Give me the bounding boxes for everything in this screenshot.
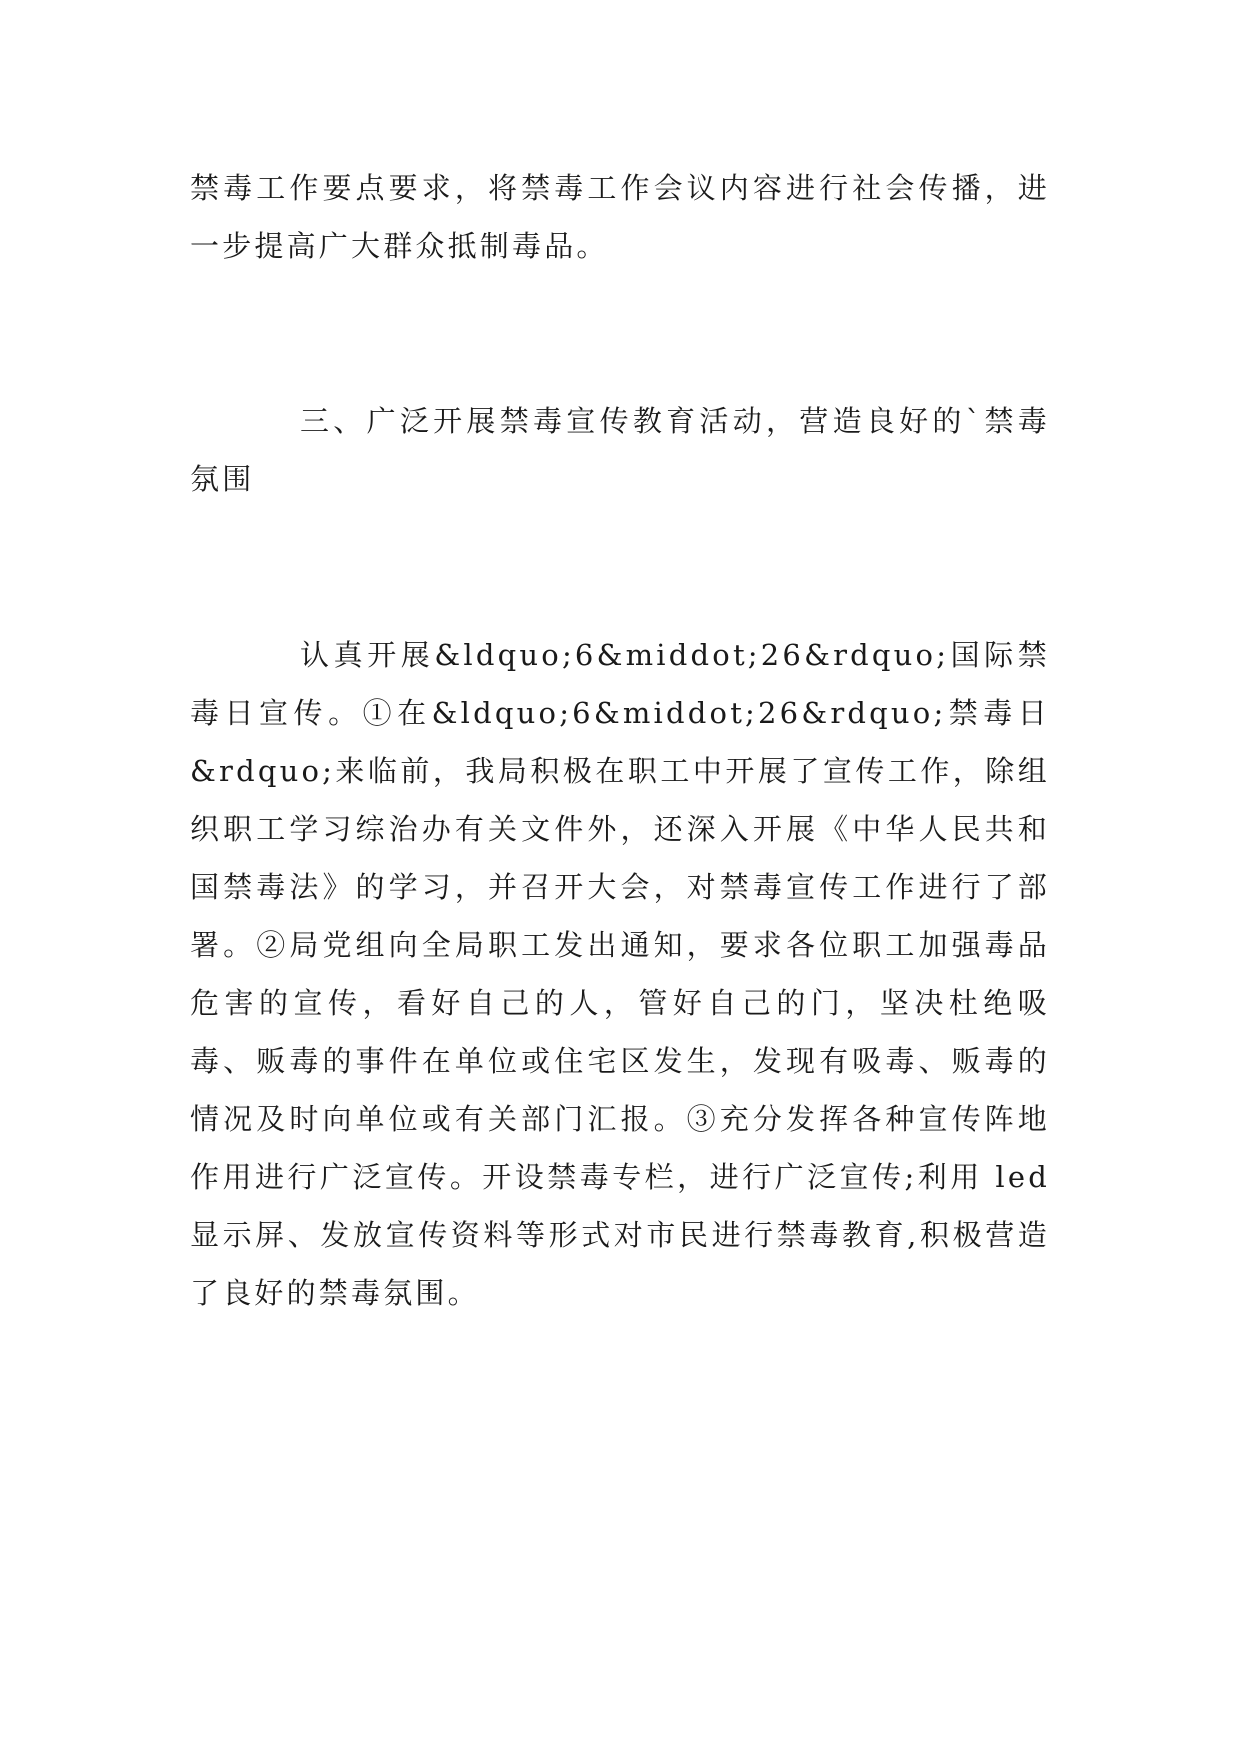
paragraph-anti-drug-day: 认真开展&ldquo;6&middot;26&rdquo;国际禁毒日宣传。①在&ldquo;6&middot;26&rdquo;禁毒日&rdquo;来临前，我局积极在职工中开展了宣传工作，除组织职工学习综治办有关文件外，还深入开展《中华人民共和国禁毒法》的学习，并召开大会，对禁毒宣传工作进行了部署。②局党组向全局职工发出通知，要求各位职工加强毒品危害的宣传，看好自己的人，管好自己的门，坚决杜绝吸毒、贩毒的事件在单位或住宅区发生，发现有吸毒、贩毒的情况及时向单位或有关部门汇报。③充分发挥各种宣传阵地作用进行广泛宣传。开设禁毒专栏，进行广泛宣传;利用 led 显示屏、发放宣传资料等形式对市民进行禁毒教育,积极营造了良好的禁毒氛围。: [190, 638, 1050, 1310]
paragraph-continued: 禁毒工作要点要求，将禁毒工作会议内容进行社会传播，进一步提高广大群众抵制毒品。: [190, 171, 1050, 263]
section-heading-3: 三、广泛开展禁毒宣传教育活动，营造良好的`禁毒氛围: [190, 404, 1050, 496]
